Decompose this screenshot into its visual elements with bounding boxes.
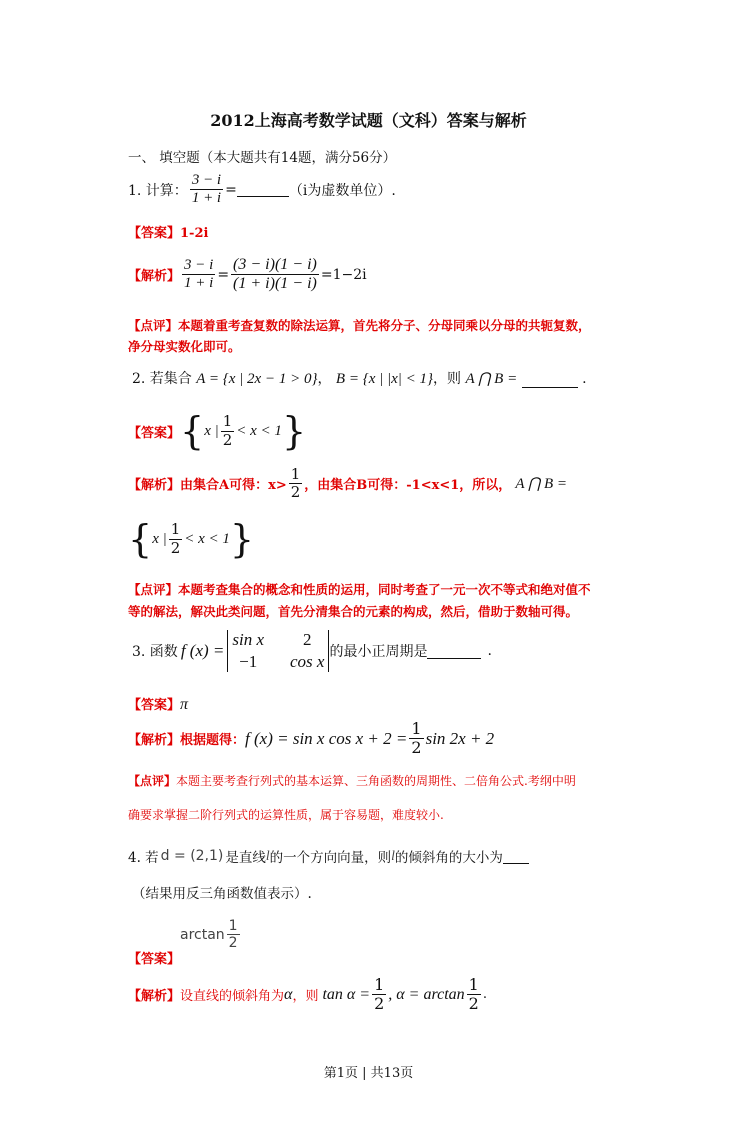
comment-tag: 【点评】 xyxy=(128,318,179,333)
q3-prefix: 3. 函数 xyxy=(132,644,178,660)
q4-mid: 是直线 xyxy=(225,850,266,866)
q1-answer-text: 1-2i xyxy=(180,226,209,241)
q2-ans-x: x | xyxy=(204,422,219,439)
q1-den: 1 + i xyxy=(191,190,222,207)
q3-an-expr1: f (x) = sin x cos x + 2 = xyxy=(245,728,408,748)
q2-an-ask: A ⋂ B = xyxy=(515,476,568,493)
q4-ans-den: 2 xyxy=(228,935,238,952)
q3-end: . xyxy=(487,643,492,659)
q1-analysis: 【解析】 $\frac{3 - i}{1 + i}$ = $\frac{(3 - i)(1 - i)}{(1 + i)(1 - i)}$ =1−2i xyxy=(128,256,367,293)
q2-end: . xyxy=(582,371,587,387)
section-heading: 一、 填空题（本大题共有14题，满分56分） xyxy=(128,150,397,166)
analysis-tag: 【解析】 xyxy=(128,733,181,749)
q3-answer-text: π xyxy=(180,696,189,713)
q2-comment-text-1: 本题考查集合的概念和性质的运用，同时考查了一元一次不等式和绝对值不 xyxy=(178,582,591,597)
q2-an-frac xyxy=(289,466,303,502)
q2-comment-1 xyxy=(128,580,591,598)
question-1 xyxy=(128,172,396,208)
q3-an-label: 根据题得： xyxy=(180,733,246,749)
q2-ans-rest: < x < 1 xyxy=(236,422,282,439)
q4-an-mid: , α = arctan xyxy=(388,985,465,1003)
q4-an-den2: 2 xyxy=(468,994,479,1014)
q2-comment-2: 等的解法，解决此类问题，首先分清集合的元素的构成，然后，借助于数轴可得。 xyxy=(128,604,579,619)
q4-prefix: 4. 若 xyxy=(128,850,159,866)
q3-comment-2: 确要求掌握二阶行列式的运算性质，属于容易题，难度较小. xyxy=(128,808,444,822)
q4-an-den1: 2 xyxy=(374,994,385,1014)
q1-comment-text-1: 本题着重考查复数的除法运算，首先将分子、分母同乘以分母的共轭复数， xyxy=(178,318,591,333)
q4-an-num1: 1 xyxy=(374,975,385,994)
q1-num: 3 − i xyxy=(190,172,223,190)
q4-line2: （结果用反三角函数值表示）. xyxy=(132,886,312,902)
q2-ans-frac xyxy=(221,413,235,449)
q2-an-set-rest: < x < 1 xyxy=(184,530,230,547)
analysis-tag: 【解析】 xyxy=(128,269,181,285)
page-footer: 第1页 | 共13页 xyxy=(323,1066,414,1081)
q4-an-num2: 1 xyxy=(468,975,479,994)
q2-ask: A ⋂ B = xyxy=(465,371,518,387)
q2-an-set-num: 1 xyxy=(170,520,181,539)
answer-tag: 【答案】 xyxy=(128,698,181,713)
comment-tag: 【点评】 xyxy=(128,582,179,597)
question-3 xyxy=(132,630,492,672)
q2-ans-num: 1 xyxy=(222,412,233,431)
q1-an-result: =1−2i xyxy=(320,266,367,283)
analysis-tag: 【解析】 xyxy=(128,478,181,494)
q4-an-frac2 xyxy=(467,976,481,1014)
q2-setB: B = {x | |x| < 1} xyxy=(335,371,434,387)
q3-m21: −1 xyxy=(239,652,258,671)
q1-an-num2: (3 − i)(1 − i) xyxy=(231,256,319,275)
q1-blank xyxy=(237,182,289,197)
q2-setA: A = {x | 2x − 1 > 0} xyxy=(196,371,318,387)
q2-an-set-den: 2 xyxy=(170,538,181,557)
q1-comment-2: 净分母实数化即可。 xyxy=(128,339,241,354)
q1-an-frac1 xyxy=(182,257,215,293)
q1-an-den1: 1 + i xyxy=(184,275,214,292)
q3-comment-text-1: 本题主要考查行列式的基本运算、三角函数的周期性、二倍角公式.考纲中明 xyxy=(176,774,576,788)
q2-then: ，则 xyxy=(433,371,462,387)
q3-analysis xyxy=(128,720,494,758)
q4-l2: l xyxy=(391,848,395,863)
q4-analysis xyxy=(128,976,487,1014)
q3-an-den: 2 xyxy=(411,738,422,758)
q3-m12: 2 xyxy=(303,630,312,649)
q3-answer xyxy=(128,694,188,714)
q4-answer xyxy=(128,948,180,967)
q3-m11: sin x xyxy=(232,630,265,649)
q2-an-set-x: x | xyxy=(152,530,167,547)
q4-mid2: 的一个方向向量，则 xyxy=(269,850,392,866)
q4-blank xyxy=(503,849,529,864)
q3-blank xyxy=(427,644,481,659)
q4-tan: tan α = xyxy=(322,985,371,1003)
page-title: 2012上海高考数学试题（文科）答案与解析 xyxy=(210,111,527,130)
answer-tag: 【答案】 xyxy=(128,226,181,241)
q3-comment-1 xyxy=(128,772,576,789)
q1-an-num1: 3 − i xyxy=(182,257,215,275)
q1-an-frac2 xyxy=(231,256,319,294)
q4-ans-arc: arctan xyxy=(180,926,225,943)
q2-answer: 【答案】 { x | $\frac{1}{2}$ < x < 1 } xyxy=(128,409,307,453)
analysis-tag: 【解析】 xyxy=(128,989,181,1005)
comment-tag: 【点评】 xyxy=(128,774,177,788)
q4-ans-num: 1 xyxy=(228,918,238,934)
q2-an-text1: 由集合A可得：x> xyxy=(180,478,287,494)
q3-determinant xyxy=(227,630,329,672)
q2-blank xyxy=(522,373,578,388)
q3-suffix: 的最小正周期是 xyxy=(329,644,428,660)
answer-tag: 【答案】 xyxy=(128,425,181,441)
q4-vector: d = (2,1) xyxy=(160,848,224,864)
q4-an-then: ，则 xyxy=(292,989,319,1005)
q1-prefix: 1. 计算： xyxy=(128,182,188,199)
q1-comment-1 xyxy=(128,316,591,334)
q3-fx: f (x) = xyxy=(180,641,225,660)
question-4 xyxy=(128,846,529,866)
q4-ans-frac xyxy=(227,918,240,951)
q4-answer-expr xyxy=(180,918,242,951)
q2-ans-den: 2 xyxy=(222,430,233,449)
q2-analysis xyxy=(128,466,567,502)
q4-an-text: 设直线的倾斜角为 xyxy=(180,989,285,1005)
q3-an-num: 1 xyxy=(411,719,422,738)
q1-an-den2: (1 + i)(1 − i) xyxy=(233,275,317,293)
q2-an-num: 1 xyxy=(290,465,301,483)
q2-analysis-set: { x | $\frac{1}{2}$ < x < 1 } xyxy=(128,517,255,561)
q4-suffix: 的倾斜角的大小为 xyxy=(394,850,503,866)
q4-l1: l xyxy=(265,848,270,863)
q4-an-frac1 xyxy=(372,976,386,1014)
q4-alpha: α xyxy=(284,985,293,1003)
q1-eq: = xyxy=(225,181,237,198)
q2-an-set-frac xyxy=(169,521,183,557)
q2-an-text2: ，由集合B可得：-1<x<1，所以， xyxy=(304,478,512,494)
q3-an-expr2: sin 2x + 2 xyxy=(425,728,495,748)
q2-an-den: 2 xyxy=(290,483,301,502)
q4-an-end: . xyxy=(482,987,487,1003)
q1-fraction xyxy=(190,172,223,208)
question-2: 2. 若集合 A = {x | 2x − 1 > 0}， B = {x | |x| < 1}，则 A ⋂ B = . xyxy=(132,371,587,387)
answer-tag: 【答案】 xyxy=(128,952,181,967)
q1-answer xyxy=(128,222,208,241)
q2-prefix: 2. 若集合 xyxy=(132,371,192,387)
q3-an-frac xyxy=(409,720,423,758)
q1-note: （i为虚数单位）. xyxy=(288,182,396,199)
q3-m22: cos x xyxy=(290,652,325,671)
